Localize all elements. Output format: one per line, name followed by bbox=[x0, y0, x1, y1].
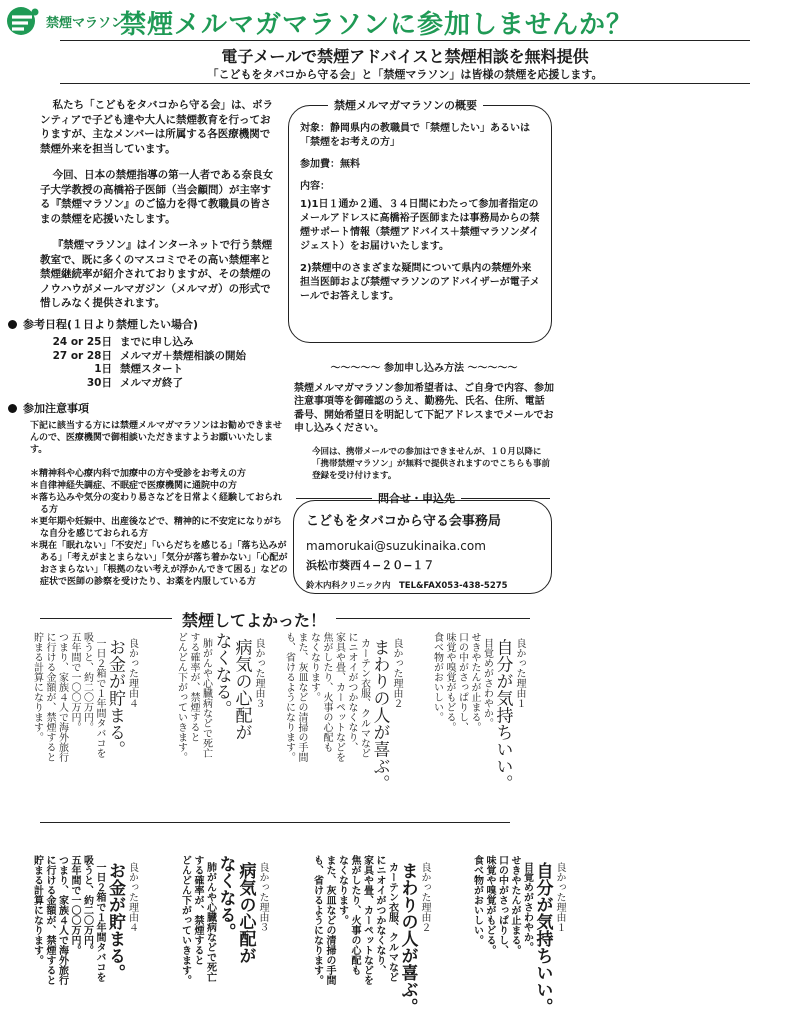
logo bbox=[6, 4, 125, 38]
reason-heading: お金が貯まる。 bbox=[105, 861, 125, 981]
reason-heading: お金が貯まる。 bbox=[105, 638, 125, 758]
reason-body: 一日２箱で１年間タバコを 吸うと、約二〇万円。 五年間で一〇〇万円。 つまり、家族４人で海外旅行 に行ける金額が、禁煙すると 貯まる計算になります。 bbox=[31, 855, 105, 985]
reason-block bbox=[30, 855, 150, 1015]
overview-fee: 参加費：無料 bbox=[300, 159, 360, 170]
reason-body: カーテン衣服、クルマなど にニオイがつかなくなり、 家具や畳、カーペットなどを 焦がしたり、火事の心配も なくなります。 また、灰皿などの清掃の手間 も、省けるようになります。 bbox=[311, 855, 398, 985]
reason-label: 良かった理由２ bbox=[419, 861, 430, 932]
title-rule bbox=[60, 40, 750, 41]
list-item: ＊落ち込みや気分の変わり易さなどを日常よく経験しておられる方 bbox=[30, 493, 283, 515]
reason-body: 肺がんや心臓病などで死亡 する確率が、禁煙すると どんどん下がっていきます。 bbox=[175, 632, 212, 762]
subline: 「こどもをタバコから守る会」と「禁煙マラソン」は皆様の禁煙を応援します。 bbox=[207, 68, 603, 81]
reason-block bbox=[282, 632, 415, 842]
schedule-heading: 参考日程(１日より禁煙したい場合) bbox=[8, 316, 198, 332]
schedule-list bbox=[26, 336, 306, 390]
contact-org: こどもをタバコから守る会事務局 bbox=[306, 514, 501, 529]
page-title: 禁煙メルマガマラソンに参加しませんか？ bbox=[120, 10, 634, 40]
reason-label: 良かった理由４ bbox=[126, 638, 138, 709]
notes-heading: 参加注意事項 bbox=[8, 400, 89, 416]
reason-heading: 自分が気持ちいい。 bbox=[532, 861, 553, 1015]
reason-label: 良かった理由１ bbox=[554, 861, 565, 932]
reason-block bbox=[470, 855, 578, 1015]
schedule-row: 30日 メルマガ終了 bbox=[86, 376, 183, 389]
apply-section bbox=[294, 362, 554, 482]
apply-note: 今回は、携帯メールでの参加はできませんが、１０月以降に「携帯禁煙マラソン」が無料で提供されますのでこちらも事前登録を受け付けます。 bbox=[312, 446, 551, 481]
list-item: ＊現在「眠れない」「不安だ」「いらだちを感じる」「落ち込みがある」「考えがまとまらない」「気分が落ち着かない」「心配がおさまらない」「根拠のない考えが浮かんできて困る」などの症状で医師の診察を受けたり、お薬を内服している方 bbox=[30, 541, 288, 587]
notes-lead: 下記に該当する方には禁煙メルマガマラソンはお勧めできませんので、医療機関で御相談いただきますようお願いいたします。 bbox=[30, 421, 283, 455]
reason-body: 目覚めがさわやか。 せきやたんが止まる。 口の中がさっぱりし、 味覚や嗅覚がもどる。 食べ物がおいしい。 bbox=[431, 632, 493, 732]
reason-block bbox=[178, 855, 281, 1015]
notes-list bbox=[30, 420, 290, 588]
section-title: 禁煙してよかった！ bbox=[172, 608, 336, 631]
reason-block bbox=[30, 632, 150, 842]
overview-title: 禁煙メルマガマラソンの概要 bbox=[328, 97, 483, 113]
contact-clinic: 鈴木内科クリニック内 TEL&FAX053-438-5275 bbox=[306, 581, 508, 591]
intro-paragraph: 私たち「こどもをタバコから守る会」は、ボランティアで子ども達や大人に禁煙教育を行っておりますが、主なメンバーは所属する各医療機関で禁煙外来を担当しています。 bbox=[40, 99, 273, 155]
reason-heading: 病気の心配が なくなる。 bbox=[215, 855, 256, 964]
reason-heading: 病気の心配が なくなる。 bbox=[211, 632, 252, 741]
reason-block bbox=[174, 632, 277, 842]
reason-label: 良かった理由１ bbox=[514, 638, 525, 709]
list-item: ＊精神科や心療内科で加療中の方や受診をお考えの方 bbox=[30, 469, 247, 479]
logo-text: 禁煙マラソン bbox=[46, 16, 125, 31]
reason-label: 良かった理由３ bbox=[253, 638, 264, 709]
reason-heading: 自分が気持ちいい。 bbox=[492, 638, 513, 792]
reason-label: 良かった理由３ bbox=[257, 861, 268, 932]
overview-item: 2)禁煙中のさまざまな疑問について県内の禁煙外来担当医師および禁煙マラソンのアドバイザーが電子メールでお答えします。 bbox=[300, 263, 540, 302]
reason-body: 目覚めがさわやか。 せきやたんが止まる。 口の中がさっぱりし、 味覚や嗅覚がもどる。 食べ物がおいしい。 bbox=[471, 855, 533, 955]
subline-rule bbox=[60, 83, 750, 84]
intro-text bbox=[40, 98, 280, 323]
overview-target: 対象：静岡県内の教職員で「禁煙したい」あるいは「禁煙をお考えの方」 bbox=[300, 123, 530, 148]
reason-label: 良かった理由２ bbox=[391, 638, 402, 709]
reason-block bbox=[430, 632, 538, 842]
intro-paragraph: 『禁煙マラソン』はインターネットで行う禁煙教室で、既に多くのマスコミでその高い禁煙率と禁煙継続率が紹介されておりますが、その禁煙のノウハウがメールマガジン（メルマガ）の形式で惜しみなく提供されます。 bbox=[40, 239, 273, 309]
reason-heading: まわりの人が喜ぶ。 bbox=[369, 638, 390, 792]
intro-paragraph: 今回、日本の禁煙指導の第一人者である奈良女子大学教授の高橋裕子医師（当会顧問）が主宰する『禁煙マラソン』のご協力を得て教職員の皆さまの禁煙を応援いたします。 bbox=[40, 169, 274, 225]
schedule-row: 24 or 25日 までに申し込み bbox=[52, 336, 194, 348]
contact-title: 問合せ・申込先 bbox=[372, 490, 461, 506]
contact-info bbox=[306, 510, 546, 591]
overview-body bbox=[300, 122, 540, 312]
reason-body: 肺がんや心臓病などで死亡 する確率が、禁煙すると どんどん下がっていきます。 bbox=[179, 855, 216, 985]
bullet-icon bbox=[8, 320, 17, 329]
reason-block bbox=[310, 855, 443, 1015]
contact-email[interactable]: mamorukai@suzukinaika.com bbox=[306, 539, 486, 553]
schedule-row: 27 or 28日 メルマガ＋禁煙相談の開始 bbox=[52, 349, 246, 362]
list-item: ＊更年期や妊娠中、出産後などで、精神的に不安定になりがちな自分を感じておられる方 bbox=[30, 517, 282, 539]
overview-item: 1)1日１通か２通、３４日間にわたって参加者指定のメールアドレスに高橋裕子医師または事務局からの禁煙サポート情報（禁煙アドバイス＋禁煙マラソンダイジェスト）をお届けいたします。 bbox=[300, 199, 540, 252]
contact-address: 浜松市葵西４−２０−１７ bbox=[306, 559, 435, 572]
schedule-row: 1日 禁煙スタート bbox=[94, 363, 183, 375]
reason-body: 一日２箱で１年間タバコを 吸うと、約二〇万円。 五年間で一〇〇万円。 つまり、家族４人で海外旅行 に行ける金額が、禁煙すると 貯まる計算になります。 bbox=[31, 632, 105, 762]
reason-label: 良かった理由４ bbox=[126, 861, 138, 932]
overview-content-label: 内容： bbox=[300, 181, 330, 192]
list-item: ＊自律神経失調症、不眠症で医療機関に通院中の方 bbox=[30, 481, 238, 491]
bullet-icon bbox=[8, 404, 17, 413]
reason-body: カーテン衣服、クルマなど にニオイがつかなくなり、 家具や畳、カーペットなどを 焦がしたり、火事の心配も なくなります。 また、灰皿などの清掃の手間 も、省けるようになります。 bbox=[283, 632, 370, 762]
apply-heading: 〜〜〜〜〜 参加申し込み方法 〜〜〜〜〜 bbox=[330, 363, 518, 374]
reason-heading: まわりの人が喜ぶ。 bbox=[397, 861, 418, 1015]
subtitle: 電子メールで禁煙アドバイスと禁煙相談を無料提供 bbox=[221, 47, 589, 66]
apply-body: 禁煙メルマガマラソン参加希望者は、ご自身で内容、参加注意事項等を御確認のうえ、勤務先、氏名、住所、電話番号、開始希望日を明記して下記アドレスまでメールでお申し込みください。 bbox=[294, 382, 554, 434]
runner-logo-icon bbox=[6, 4, 46, 38]
divider bbox=[40, 822, 510, 823]
